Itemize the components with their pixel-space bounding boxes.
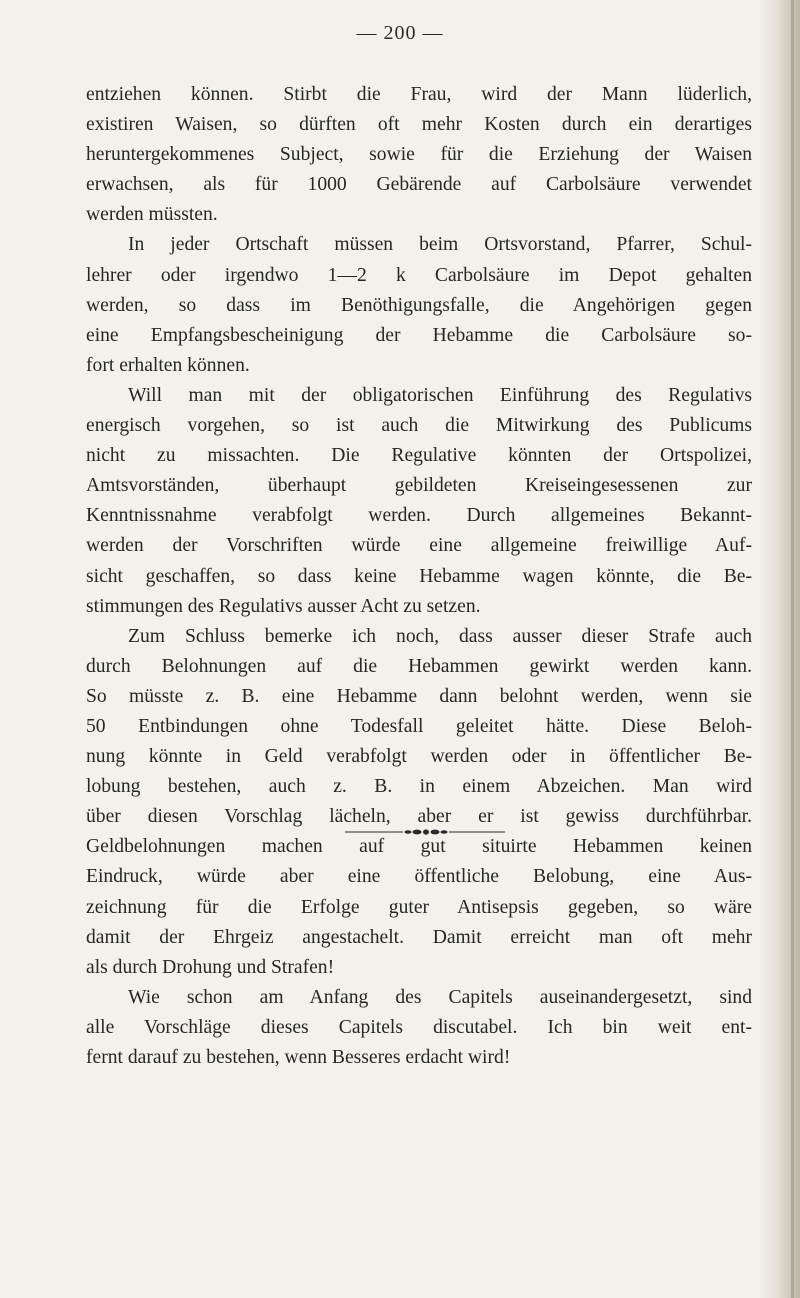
text-line: energisch vorgehen, so ist auch die Mitwirkung des Publicums	[86, 415, 752, 437]
text-line: durch Belohnungen auf die Hebammen gewirkt werden kann.	[86, 655, 752, 677]
text-line: Will man mit der obligatorischen Einführung des Regulativs	[128, 384, 752, 406]
text-line: stimmungen des Regulativs ausser Acht zu setzen.	[86, 595, 481, 617]
text-line: sicht geschaffen, so dass keine Hebamme wagen könnte, die Be-	[86, 565, 752, 587]
text-line: Zum Schluss bemerke ich noch, dass ausser dieser Strafe auch	[128, 625, 752, 647]
text-line: damit der Ehrgeiz angestachelt. Damit erreicht man oft mehr	[86, 926, 752, 948]
text-line: lobung bestehen, auch z. B. in einem Abzeichen. Man wird	[86, 776, 752, 798]
text-line: In jeder Ortschaft müssen beim Ortsvorstand, Pfarrer, Schul-	[128, 234, 752, 256]
body-text	[86, 80, 752, 1073]
text-line: Amtsvorständen, überhaupt gebildeten Kreiseingesessenen zur	[86, 475, 752, 497]
page-number: — 200 —	[356, 22, 444, 44]
ornamental-rule-icon	[345, 827, 505, 837]
text-line: Eindruck, würde aber eine öffentliche Belobung, eine Aus-	[86, 866, 752, 888]
text-line: Geldbelohnungen machen auf gut situirte Hebammen keinen	[86, 836, 752, 858]
text-line: lehrer oder irgendwo 1—2 k Carbolsäure im Depot gehalten	[86, 264, 752, 286]
text-line: fort erhalten können.	[86, 354, 250, 376]
text-line: fernt darauf zu bestehen, wenn Besseres erdacht wird!	[86, 1047, 511, 1068]
text-line: alle Vorschläge dieses Capitels discutabel. Ich bin weit ent-	[86, 1016, 752, 1038]
text-line: werden müssten.	[86, 204, 218, 226]
text-line: werden, so dass im Benöthigungsfalle, die Angehörigen gegen	[86, 294, 752, 316]
page-edge-line	[791, 0, 794, 1298]
text-line: eine Empfangsbescheinigung der Hebamme die Carbolsäure so-	[86, 324, 752, 346]
text-line: als durch Drohung und Strafen!	[86, 956, 335, 978]
text-line: 50 Entbindungen ohne Todesfall geleitet hätte. Diese Beloh-	[86, 715, 752, 737]
text-line: heruntergekommenes Subject, sowie für die Erziehung der Waisen	[86, 144, 752, 166]
text-line: werden der Vorschriften würde eine allgemeine freiwillige Auf-	[86, 535, 752, 557]
text-line: Kenntnissnahme verabfolgt werden. Durch allgemeines Bekannt-	[86, 505, 752, 527]
text-line: über diesen Vorschlag lächeln, aber er ist gewiss durchführbar.	[86, 806, 752, 828]
text-line: nung könnte in Geld verabfolgt werden oder in öffentlicher Be-	[86, 746, 752, 768]
text-line: zeichnung für die Erfolge guter Antisepsis gegeben, so wäre	[86, 896, 752, 918]
text-line: So müsste z. B. eine Hebamme dann belohnt werden, wenn sie	[86, 685, 752, 707]
text-line: erwachsen, als für 1000 Gebärende auf Carbolsäure verwendet	[86, 174, 752, 196]
text-line: existiren Waisen, so dürften oft mehr Kosten durch ein derartiges	[86, 114, 752, 136]
text-line: Wie schon am Anfang des Capitels auseinandergesetzt, sind	[128, 986, 752, 1008]
text-line: nicht zu missachten. Die Regulative könnten der Ortspolizei,	[86, 445, 752, 467]
text-line: entziehen können. Stirbt die Frau, wird der Mann lüderlich,	[86, 84, 752, 105]
